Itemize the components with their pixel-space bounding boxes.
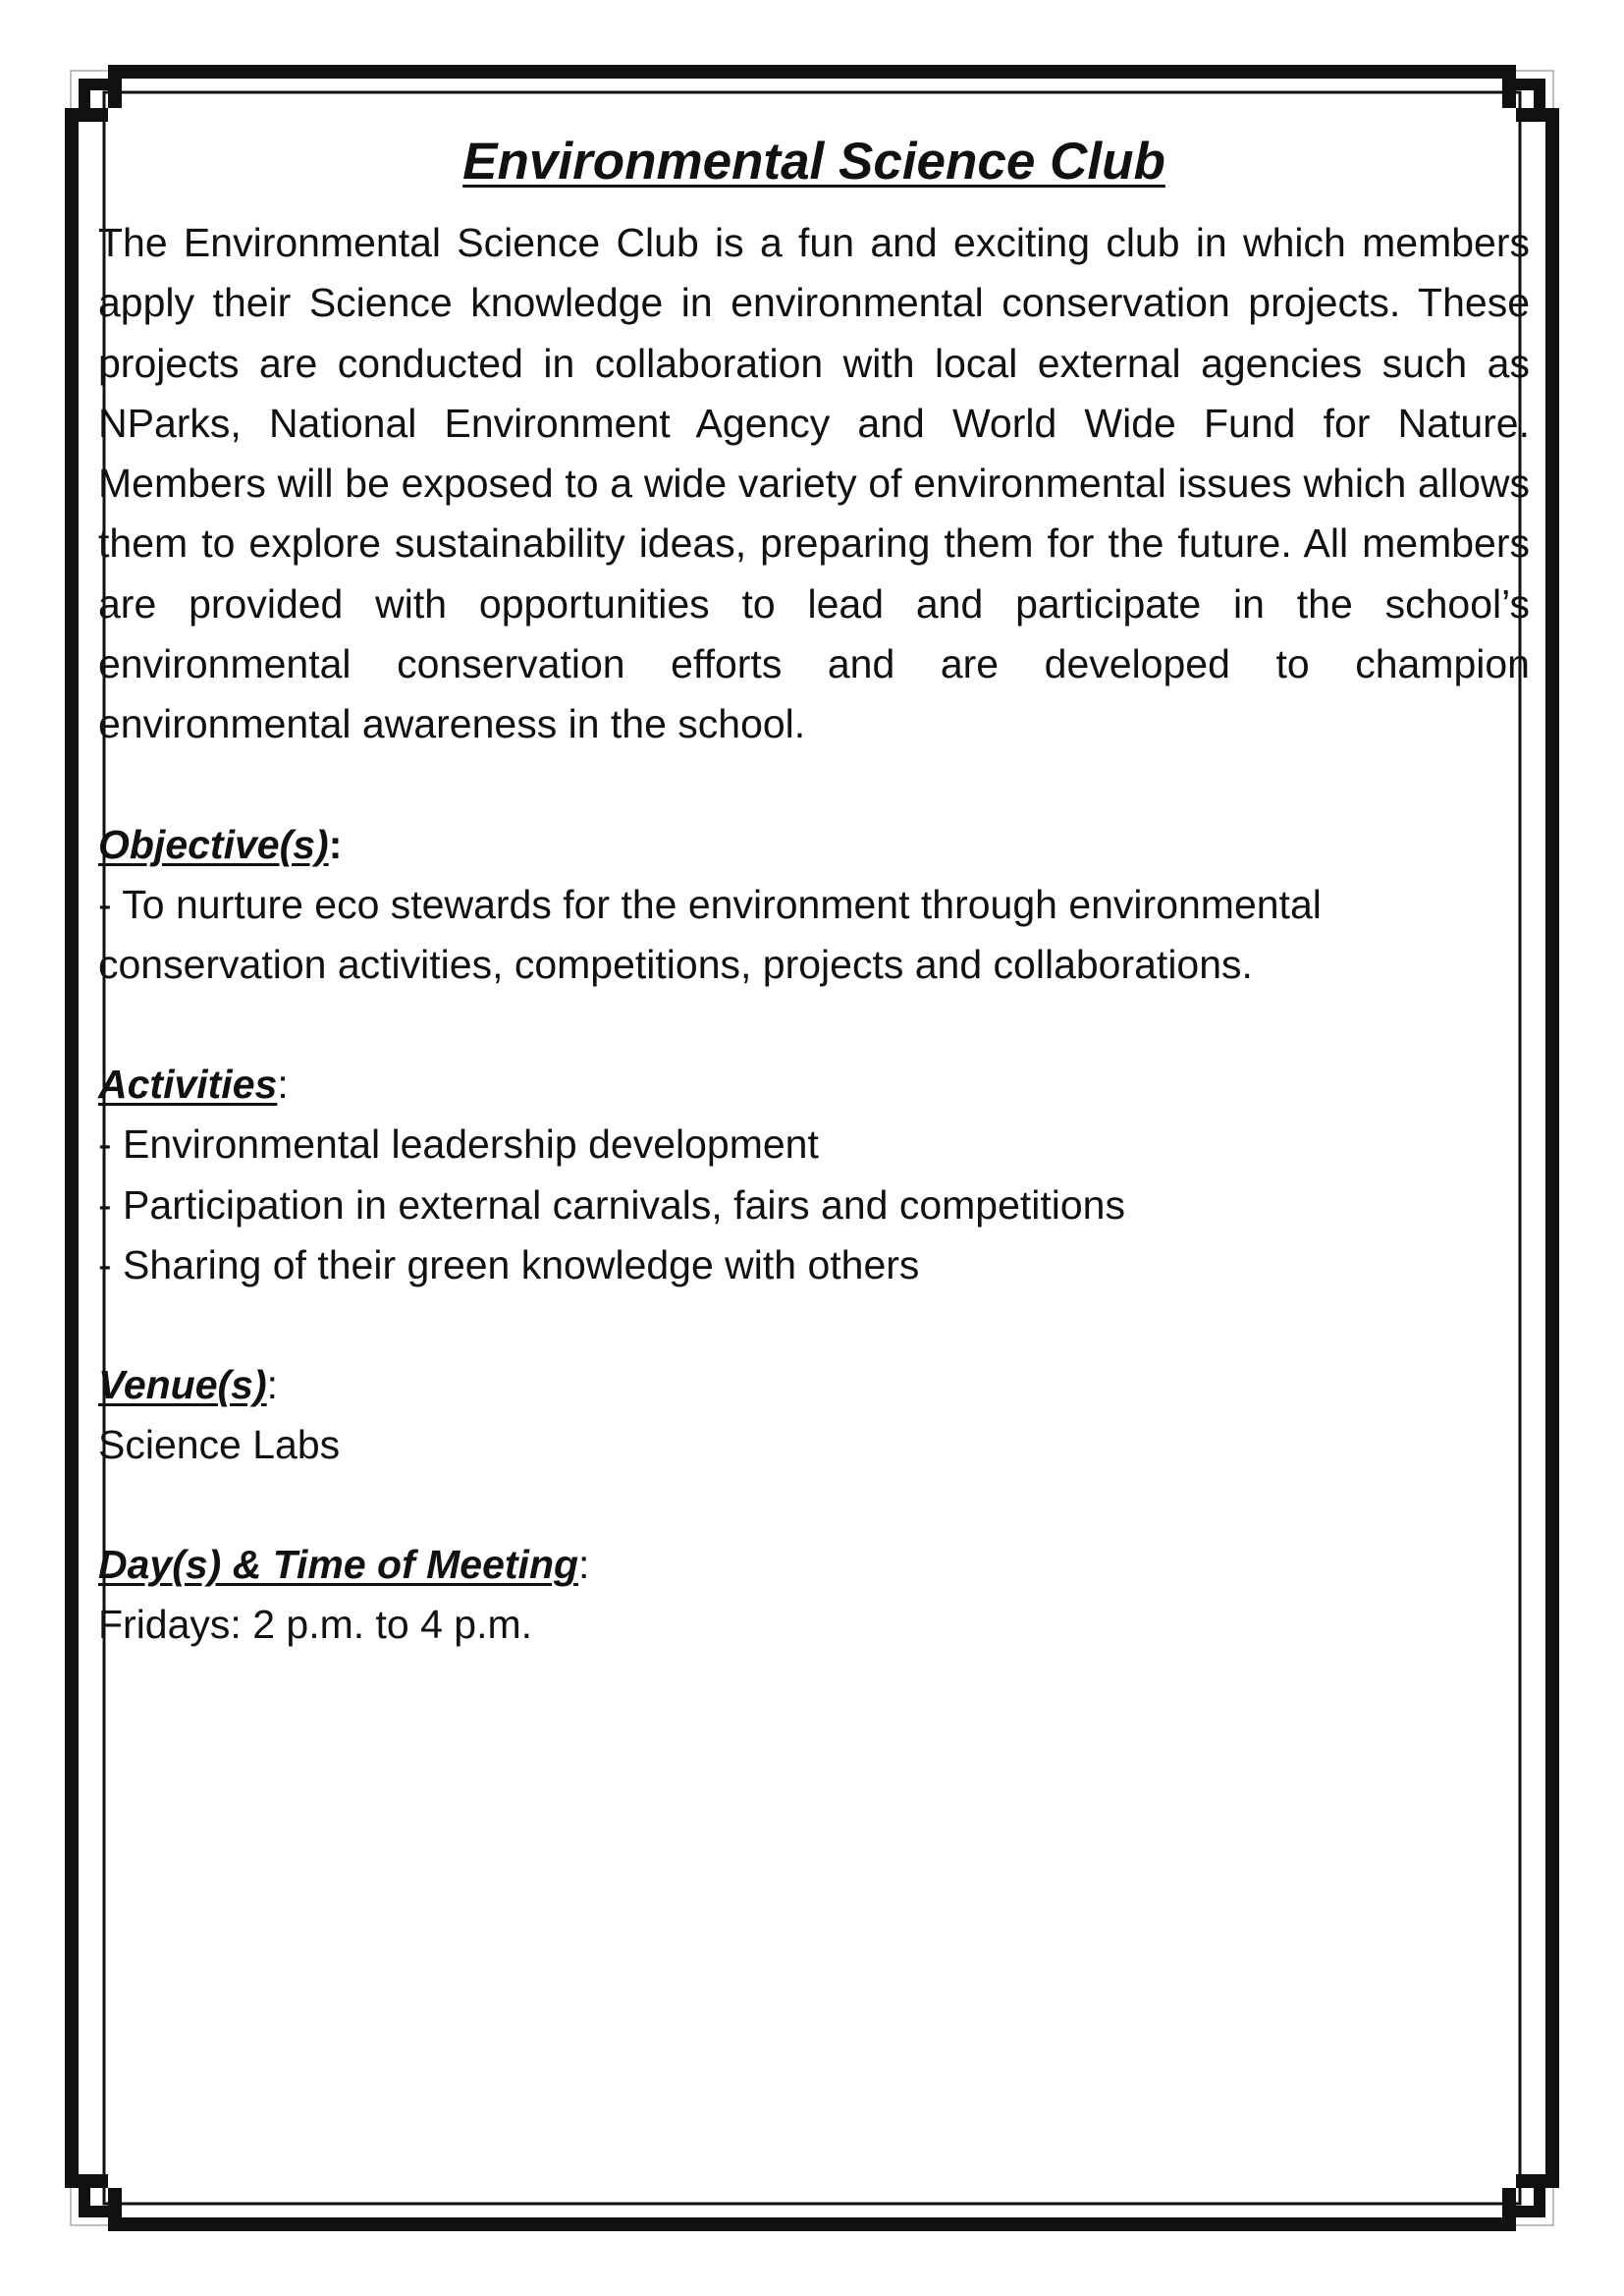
meeting-value: Fridays: 2 p.m. to 4 p.m. bbox=[98, 1602, 533, 1648]
objective-line: - To nurture eco stewards for the environment through environmental bbox=[98, 881, 1322, 927]
objectives-heading-colon: : bbox=[328, 821, 343, 867]
objective-line: conservation activities, competitions, projects and collaborations. bbox=[98, 941, 1253, 987]
meeting-heading bbox=[98, 1535, 1530, 1595]
activities-heading-label: Activities bbox=[98, 1062, 278, 1108]
list-item: - Sharing of their green knowledge with others bbox=[98, 1241, 920, 1287]
meeting-section bbox=[98, 1535, 1530, 1655]
list-item: - Environmental leadership development bbox=[98, 1121, 819, 1168]
activities-heading bbox=[98, 1055, 1530, 1115]
activities-heading-colon: : bbox=[277, 1062, 289, 1108]
list-item: - Participation in external carnivals, fairs and competitions bbox=[98, 1181, 1125, 1228]
document-body bbox=[98, 123, 1530, 1656]
page-title: Environmental Science Club bbox=[462, 133, 1165, 191]
venue-heading-colon: : bbox=[266, 1362, 279, 1408]
activities-list bbox=[98, 1115, 1530, 1295]
venue-value: Science Labs bbox=[98, 1422, 341, 1468]
venue-heading-label: Venue(s) bbox=[98, 1362, 267, 1408]
objectives-section bbox=[98, 815, 1530, 996]
objectives-heading bbox=[98, 815, 1530, 875]
activities-section bbox=[98, 1055, 1530, 1295]
venue-heading bbox=[98, 1355, 1530, 1415]
objectives-heading-label: Objective(s) bbox=[98, 821, 329, 867]
meeting-heading-label: Day(s) & Time of Meeting bbox=[98, 1542, 579, 1588]
venue-section bbox=[98, 1355, 1530, 1475]
meeting-heading-colon: : bbox=[578, 1542, 590, 1588]
intro-paragraph: The Environmental Science Club is a fun and exciting club in which members apply their Science knowledge in environmental conservation projects. These projects are conducted in collaboration with local external agencies such as NParks, National Environment Agency and World Wide Fund for Nature. Members will be exposed to a wide variety of environmental issues which allows them to explore sustainability ideas, preparing them for the future. All members are provided with opportunities to lead and participate in the school’s environmental conservation efforts and are developed to champion environmental awareness in the school. bbox=[98, 220, 1530, 747]
